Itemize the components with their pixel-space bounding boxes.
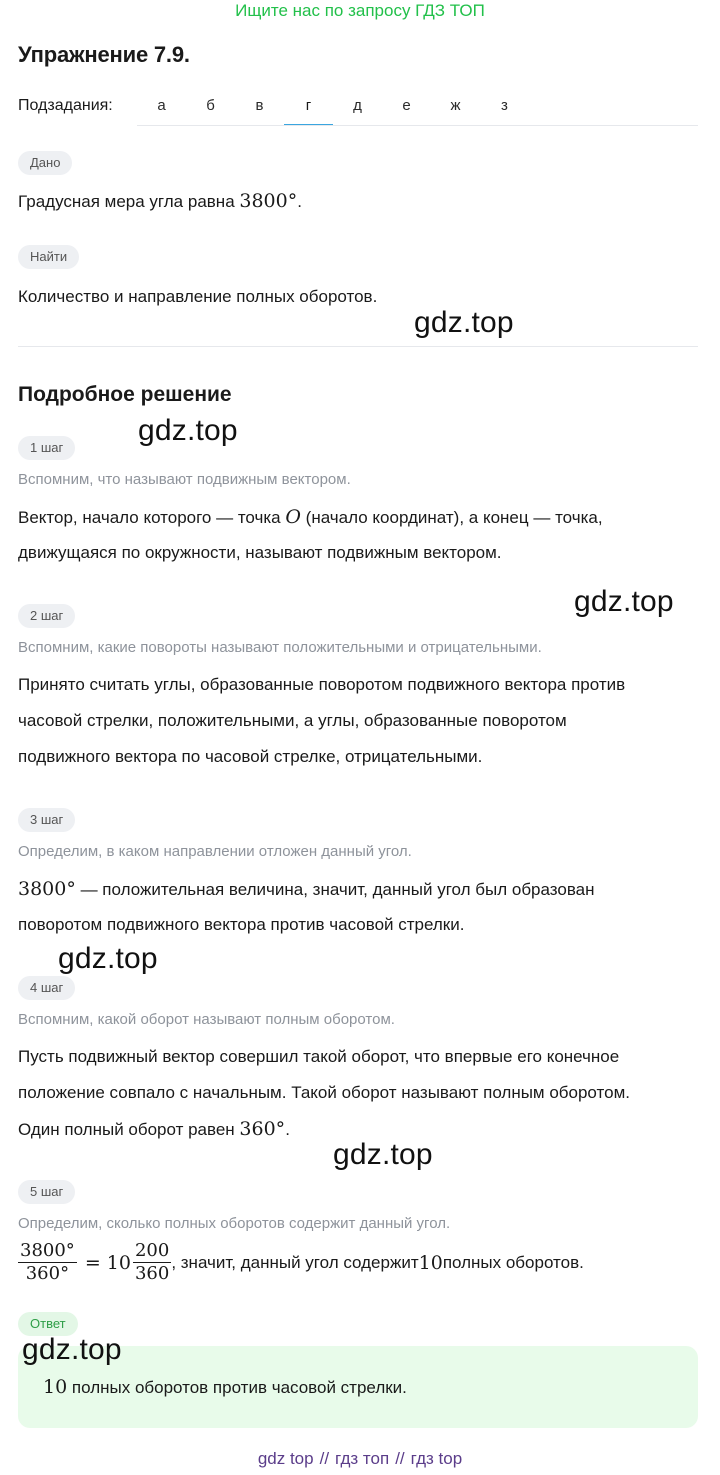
answer-count: 10 — [43, 1376, 68, 1398]
full-turn-value: 360° — [239, 1118, 286, 1140]
step-2-line-2: часовой стрелки, положительными, а углы, образованные поворотом — [18, 711, 567, 730]
text-fragment: Один полный оборот равен — [18, 1120, 240, 1139]
footer-link-gdz-top[interactable]: gdz top — [257, 1449, 314, 1468]
step-2-line-3: подвижного вектора по часовой стрелке, отрицательными. — [18, 747, 483, 766]
subtasks-label: Подзадания: — [18, 97, 113, 114]
point-o: O — [285, 506, 301, 528]
text-fragment: полных оборотов против часовой стрелки. — [67, 1378, 407, 1397]
section-divider — [18, 346, 698, 347]
footer-link-gdz-top-ru[interactable]: гдз топ — [335, 1449, 390, 1468]
step-1-line-2: движущаяся по окружности, называют подвижным вектором. — [18, 543, 502, 562]
text-fragment: . — [285, 1120, 290, 1139]
tab-zh[interactable]: ж — [450, 97, 461, 114]
step-1-pill: 1 шаг — [18, 436, 75, 460]
step-2-pill: 2 шаг — [18, 604, 75, 628]
step-2-hint: Вспомним, какие повороты называют положительными и отрицательными. — [18, 639, 542, 656]
step-3-line-1 — [18, 871, 595, 908]
footer-links — [0, 1449, 720, 1469]
fraction-denominator: 360 — [134, 1263, 170, 1284]
page-title: Упражнение 7.9. — [18, 42, 190, 67]
step-3-pill: 3 шаг — [18, 808, 75, 832]
footer-separator: // — [395, 1449, 405, 1468]
step-4-hint: Вспомним, какой оборот называют полным оборотом. — [18, 1011, 395, 1028]
find-pill: Найти — [18, 245, 79, 269]
fraction-remainder — [133, 1240, 171, 1285]
text-fragment: Вектор, начало которого — точка — [18, 508, 286, 527]
answer-text — [43, 1372, 407, 1403]
given-value: 3800° — [239, 190, 298, 212]
watermark: gdz.top — [574, 585, 674, 618]
subtabs-divider — [137, 125, 698, 126]
turns-count: 10 — [418, 1251, 443, 1274]
tab-z[interactable]: з — [501, 97, 508, 114]
find-text: Количество и направление полных оборотов. — [18, 287, 378, 306]
text-fragment: — положительная величина, значит, данный угол был образован — [75, 880, 595, 899]
top-banner: Ищите нас по запросу ГДЗ ТОП — [235, 1, 485, 20]
step-1-line-1 — [18, 499, 603, 536]
step-3-line-2: поворотом подвижного вектора против часовой стрелки. — [18, 915, 465, 934]
text-fragment: (начало координат), а конец — точка, — [300, 508, 603, 527]
fraction-numerator: 3800° — [20, 1240, 75, 1261]
footer-separator: // — [319, 1449, 330, 1468]
given-period: . — [297, 192, 302, 211]
step-4-pill: 4 шаг — [18, 976, 75, 1000]
step-5-formula — [18, 1240, 584, 1285]
angle-value: 3800° — [18, 878, 76, 900]
watermark: gdz.top — [22, 1333, 122, 1366]
step-2-line-1: Принято считать углы, образованные поворотом подвижного вектора против — [18, 675, 626, 694]
given-pill: Дано — [18, 151, 72, 175]
watermark: gdz.top — [58, 942, 158, 975]
tab-a[interactable]: а — [157, 97, 166, 114]
given-text — [18, 183, 302, 220]
tab-d[interactable]: д — [353, 97, 362, 114]
answer-pill: Ответ — [18, 1312, 78, 1336]
step-3-hint: Определим, в каком направлении отложен данный угол. — [18, 843, 412, 860]
tab-e[interactable]: е — [402, 97, 411, 114]
fraction-angle — [18, 1240, 77, 1285]
equals-ten: = 10 — [84, 1251, 131, 1274]
tab-b[interactable]: б — [206, 97, 215, 114]
footer-link-gdz-top-mixed[interactable]: гдз top — [410, 1449, 463, 1468]
subtask-tabs — [137, 88, 529, 126]
tab-g-active[interactable]: г — [284, 88, 333, 126]
step-1-hint: Вспомним, что называют подвижным вектором. — [18, 471, 351, 488]
step-5-pill: 5 шаг — [18, 1180, 75, 1204]
text-fragment: , значит, данный угол содержит — [171, 1252, 419, 1272]
tab-v[interactable]: в — [255, 97, 264, 114]
fraction-denominator: 360° — [25, 1263, 70, 1284]
step-4-line-2: положение совпало с начальным. Такой оборот называют полным оборотом. — [18, 1083, 630, 1102]
fraction-numerator: 200 — [134, 1240, 170, 1261]
watermark: gdz.top — [333, 1138, 433, 1171]
text-fragment: полных оборотов. — [442, 1252, 584, 1272]
given-label: Градусная мера угла равна — [18, 192, 240, 211]
step-4-line-1: Пусть подвижный вектор совершил такой оборот, что впервые его конечное — [18, 1047, 620, 1066]
watermark: gdz.top — [414, 306, 514, 339]
step-5-hint: Определим, сколько полных оборотов содержит данный угол. — [18, 1215, 451, 1232]
step-4-line-3 — [18, 1111, 290, 1148]
watermark: gdz.top — [138, 414, 238, 447]
solution-title: Подробное решение — [18, 383, 232, 406]
